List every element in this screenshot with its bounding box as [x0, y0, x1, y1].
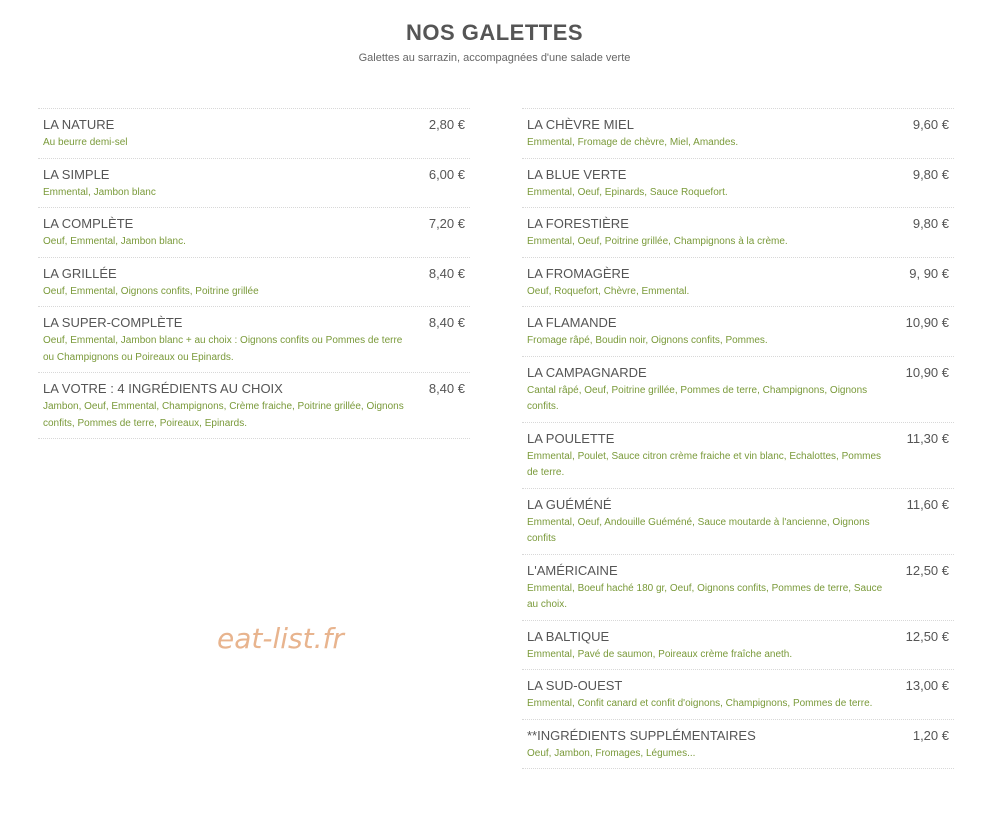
- item-price: 1,20 €: [912, 727, 949, 743]
- item-name: LA SUPER-COMPLÈTE: [43, 315, 183, 330]
- watermark-text: eat-list.fr: [217, 622, 344, 655]
- item-name: LA NATURE: [43, 117, 115, 132]
- menu-item: [38, 306, 470, 372]
- item-price: 11,30 €: [906, 430, 949, 446]
- item-description: Oeuf, Roquefort, Chèvre, Emmental.: [527, 285, 690, 297]
- item-name: LA GUÉMÉNÉ: [527, 496, 612, 512]
- item-name: LA FLAMANDE: [527, 315, 617, 330]
- item-description: Emmental, Boeuf haché 180 gr, Oeuf, Oignons confits, Pommes de terre, Sauce au choix.: [527, 582, 883, 610]
- menu-item: [522, 422, 954, 488]
- item-name: **INGRÉDIENTS SUPPLÉMENTAIRES: [527, 727, 756, 743]
- item-name: LA COMPLÈTE: [43, 216, 134, 231]
- item-description: Au beurre demi-sel: [43, 137, 128, 148]
- menu-item: [522, 306, 954, 356]
- item-description: Emmental, Oeuf, Poitrine grillée, Champignons à la crème.: [527, 236, 788, 247]
- item-price: 13,00 €: [905, 678, 949, 693]
- menu-item: [522, 158, 954, 208]
- menu-item: [522, 108, 954, 158]
- item-description: Emmental, Oeuf, Andouille Guéméné, Sauce moutarde à l'ancienne, Oignons confits: [527, 516, 870, 544]
- item-price: 10,90 €: [905, 364, 949, 380]
- item-name: LA GRILLÉE: [43, 265, 117, 281]
- item-price: 12,50 €: [905, 628, 949, 644]
- item-price: 9,80 €: [912, 216, 949, 231]
- menu-item: [522, 669, 954, 719]
- item-price: 11,60 €: [906, 496, 949, 512]
- menu-item: [38, 257, 470, 307]
- menu-item: [522, 356, 954, 422]
- menu-item: [522, 620, 954, 670]
- left-menu-column: [38, 108, 470, 439]
- item-description: Emmental, Jambon blanc: [43, 186, 156, 198]
- item-name: LA CHÈVRE MIEL: [527, 117, 634, 132]
- item-name: LA BALTIQUE: [527, 628, 610, 644]
- item-description: Fromage râpé, Boudin noir, Oignons confits, Pommes.: [527, 335, 768, 346]
- item-description: Emmental, Pavé de saumon, Poireaux crème fraîche aneth.: [527, 648, 793, 660]
- item-name: LA FROMAGÈRE: [527, 265, 630, 281]
- menu-item: [522, 554, 954, 620]
- item-description: Emmental, Fromage de chèvre, Miel, Amandes.: [527, 137, 739, 148]
- item-name: LA VOTRE : 4 INGRÉDIENTS AU CHOIX: [43, 381, 283, 396]
- item-description: Oeuf, Emmental, Jambon blanc.: [43, 236, 186, 247]
- item-description: Emmental, Oeuf, Epinards, Sauce Roquefort.: [527, 186, 728, 198]
- menu-header: [0, 20, 989, 64]
- menu-item: [38, 207, 470, 257]
- menu-item: [38, 372, 470, 439]
- right-menu-column: [522, 108, 954, 769]
- menu-item: [38, 158, 470, 208]
- item-price: 9,80 €: [912, 166, 949, 182]
- item-name: LA CAMPAGNARDE: [527, 364, 647, 380]
- item-description: Emmental, Confit canard et confit d'oignons, Champignons, Pommes de terre.: [527, 698, 873, 709]
- item-price: 8,40 €: [428, 381, 465, 396]
- menu-item: [38, 108, 470, 158]
- item-description: Oeuf, Emmental, Oignons confits, Poitrine grillée: [43, 285, 259, 297]
- item-name: LA BLUE VERTE: [527, 166, 627, 182]
- item-price: 9,60 €: [912, 117, 949, 132]
- item-description: Cantal râpé, Oeuf, Poitrine grillée, Pommes de terre, Champignons, Oignons confits.: [527, 384, 868, 412]
- menu-item: [522, 488, 954, 554]
- page-subtitle: Galettes au sarrazin, accompagnées d'une salade verte: [358, 52, 631, 64]
- item-description: Emmental, Poulet, Sauce citron crème fraiche et vin blanc, Echalottes, Pommes de terre.: [527, 450, 882, 478]
- item-price: 8,40 €: [428, 315, 465, 330]
- item-name: LA POULETTE: [527, 430, 615, 446]
- item-price: 10,90 €: [905, 315, 949, 330]
- item-name: LA FORESTIÈRE: [527, 216, 629, 231]
- item-description: Oeuf, Emmental, Jambon blanc + au choix : Oignons confits ou Pommes de terre ou Champignons ou Poireaux ou Epinards.: [43, 335, 403, 363]
- item-price: 12,50 €: [905, 562, 949, 578]
- item-price: 2,80 €: [428, 117, 465, 132]
- menu-item: [522, 257, 954, 307]
- item-price: 8,40 €: [428, 265, 465, 281]
- item-price: 9, 90 €: [909, 265, 949, 281]
- page-title: NOS GALETTES: [405, 20, 584, 45]
- item-price: 6,00 €: [428, 166, 465, 182]
- item-name: LA SIMPLE: [43, 166, 110, 182]
- item-name: LA SUD-OUEST: [527, 678, 623, 693]
- item-description: Oeuf, Jambon, Fromages, Légumes...: [527, 747, 696, 759]
- item-description: Jambon, Oeuf, Emmental, Champignons, Crème fraiche, Poitrine grillée, Oignons confits, Pommes de terre, Poireaux, Epinards.: [43, 401, 404, 429]
- item-price: 7,20 €: [428, 216, 465, 231]
- item-name: L'AMÉRICAINE: [527, 562, 618, 578]
- menu-item: [522, 719, 954, 770]
- menu-item: [522, 207, 954, 257]
